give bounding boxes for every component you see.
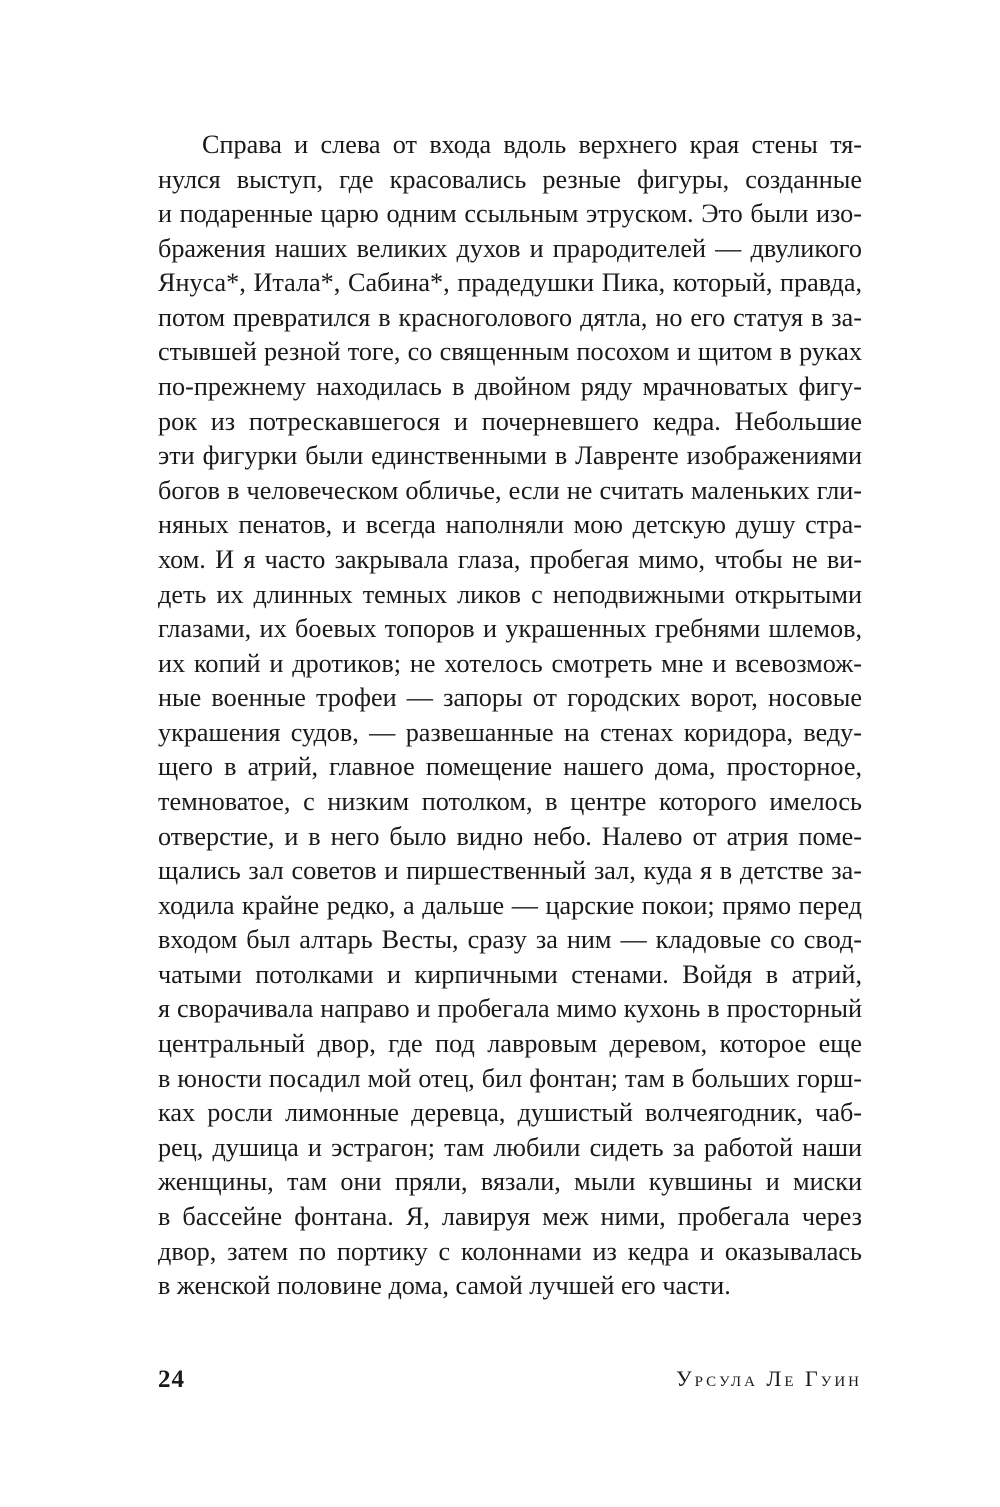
text-line: их копий и дротиков; не хотелось смотреть мне и всевозмож- xyxy=(158,648,862,678)
text-line: по-прежнему находилась в двойном ряду мрачноватых фигу- xyxy=(158,372,862,402)
text-line: бражения наших великих духов и прародителей — двуликого xyxy=(158,233,862,263)
text-line: женщины, там они пряли, вязали, мыли кувшины и миски xyxy=(158,1167,862,1197)
text-line: богов в человеческом обличье, если не считать маленьких гли- xyxy=(158,475,862,505)
text-line: рок из потрескавшегося и почерневшего кедра. Небольшие xyxy=(158,406,862,436)
text-line: украшения судов, — развешанные на стенах коридора, веду- xyxy=(158,717,862,747)
text-line: нулся выступ, где красовались резные фигуры, созданные xyxy=(158,164,862,194)
text-line: деть их длинных темных ликов с неподвижными открытыми xyxy=(158,579,862,609)
body-paragraph xyxy=(158,128,862,1304)
text-line: ходила крайне редко, а дальше — царские покои; прямо перед xyxy=(158,890,862,920)
text-line: рец, душица и эстрагон; там любили сидеть за работой наши xyxy=(158,1132,862,1162)
running-footer-author: Урсула Ле Гуин xyxy=(676,1366,862,1391)
text-line: ные военные трофеи — запоры от городских ворот, носовые xyxy=(158,683,862,713)
text-line: хом. И я часто закрывала глаза, пробегая мимо, чтобы не ви- xyxy=(158,544,862,574)
text-line: в женской половине дома, самой лучшей его части. xyxy=(158,1271,731,1301)
text-line: эти фигурки были единственными в Лавренте изображениями xyxy=(158,441,862,471)
text-line: няных пенатов, и всегда наполняли мою детскую душу стра- xyxy=(158,510,862,540)
text-line: глазами, их боевых топоров и украшенных гребнями шлемов, xyxy=(158,614,862,644)
text-line: и подаренные царю одним ссыльным этруском. Это были изо- xyxy=(158,199,862,229)
text-line: ках росли лимонные деревца, душистый волчеягодник, чаб- xyxy=(158,1098,862,1128)
text-line: Януса*, Итала*, Сабина*, прадедушки Пика, который, правда, xyxy=(158,268,862,298)
text-line: темноватое, с низким потолком, в центре которого имелось xyxy=(158,786,862,816)
text-line: в юности посадил мой отец, бил фонтан; там в больших горш- xyxy=(158,1063,862,1093)
text-line: потом превратился в красноголового дятла, но его статуя в за- xyxy=(158,302,862,332)
text-line: отверстие, и в него было видно небо. Налево от атрия поме- xyxy=(158,821,862,851)
text-line: входом был алтарь Весты, сразу за ним — кладовые со свод- xyxy=(158,925,862,955)
page-number: 24 xyxy=(158,1366,185,1393)
text-line: центральный двор, где под лавровым деревом, которое еще xyxy=(158,1029,862,1059)
text-line: я сворачивала направо и пробегала мимо кухонь в просторный xyxy=(158,994,862,1024)
text-line: двор, затем по портику с колоннами из кедра и оказывалась xyxy=(158,1236,862,1266)
text-line: чатыми потолками и кирпичными стенами. Войдя в атрий, xyxy=(158,959,862,989)
text-line: стывшей резной тоге, со священным посохом и щитом в руках xyxy=(158,337,862,367)
text-line: в бассейне фонтана. Я, лавируя меж ними, пробегала через xyxy=(158,1201,862,1231)
text-line: Справа и слева от входа вдоль верхнего края стены тя- xyxy=(202,130,862,159)
text-line: щались зал советов и пиршественный зал, куда я в детстве за- xyxy=(158,856,862,886)
text-line: щего в атрий, главное помещение нашего дома, просторное, xyxy=(158,752,862,782)
